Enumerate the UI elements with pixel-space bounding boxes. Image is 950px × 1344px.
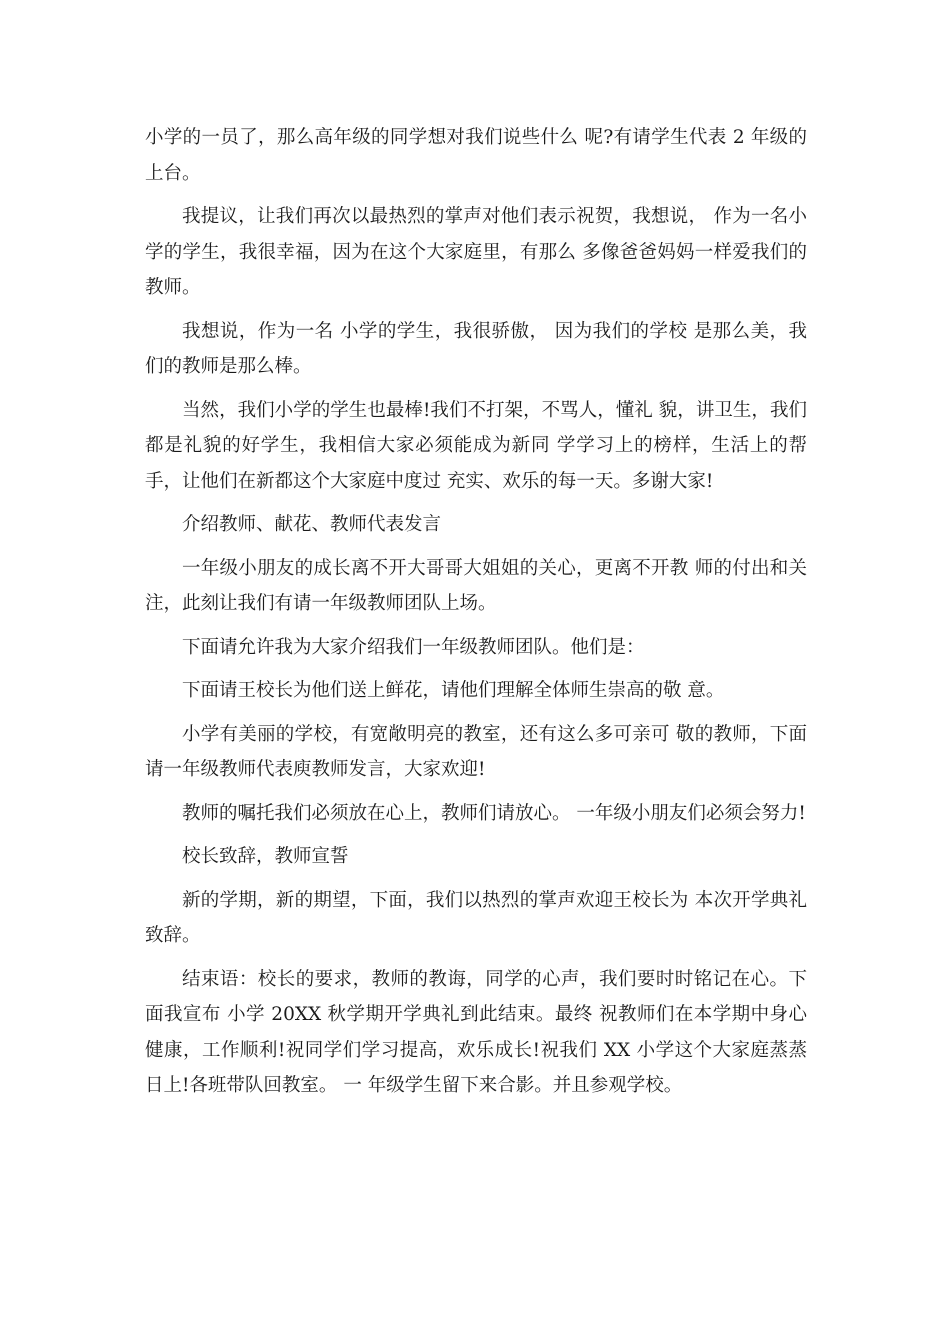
paragraph: 下面请王校长为他们送上鲜花，请他们理解全体师生崇高的敬 意。 xyxy=(182,680,725,701)
paragraph: 我提议，让我们再次以最热烈的掌声对他们表示祝贺，我想说， 作为一名小学的学生，我很幸福，因为在这个大家庭里，有那么 多像爸爸妈妈一样爱我们的教师。 xyxy=(145,206,807,298)
paragraph: 结束语：校长的要求，教师的教诲，同学的心声，我们要时时铭记在心。下面我宣布 小学 20XX 秋学期开学典礼到此结束。最终 祝教师们在本学期中身心健康，工作顺利!祝同学们学习提高，欢乐成长!祝我们 XX 小学这个大家庭蒸蒸日上!各班带队回教室。 一 年级学生留下来合影。并且参观学校。 xyxy=(145,968,807,1096)
paragraph: 新的学期，新的期望，下面，我们以热烈的掌声欢迎王校长为 本次开学典礼致辞。 xyxy=(145,889,807,946)
paragraph: 我想说，作为一名 小学的学生，我很骄傲， 因为我们的学校 是那么美，我们的教师是那么棒。 xyxy=(145,320,807,377)
section-heading: 校长致辞，教师宣誓 xyxy=(182,846,349,867)
paragraph: 下面请允许我为大家介绍我们一年级教师团队。他们是： xyxy=(182,636,645,658)
paragraph: 当然，我们小学的学生也最棒!我们不打架，不骂人，懂礼 貌，讲卫生，我们都是礼貌的好学生，我相信大家必须能成为新同 学学习上的榜样，生活上的帮手，让他们在新都这个大家庭中度过 充实、欢乐的每一天。多谢大家! xyxy=(145,399,807,492)
paragraph: 一年级小朋友的成长离不开大哥哥大姐姐的关心，更离不开教 师的付出和关注，此刻让我们有请一年级教师团队上场。 xyxy=(145,557,807,614)
paragraph: 教师的嘱托我们必须放在心上，教师们请放心。 一年级小朋友们必须会努力! xyxy=(182,802,806,824)
section-heading: 介绍教师、献花、教师代表发言 xyxy=(182,514,442,535)
document-body xyxy=(145,120,807,1112)
paragraph: 小学有美丽的学校，有宽敞明亮的教室，还有这么多可亲可 敬的教师，下面请一年级教师代表庾教师发言，大家欢迎! xyxy=(145,723,807,780)
paragraph-continuation: 小学的一员了，那么高年级的同学想对我们说些什么 呢?有请学生代表 2 年级的上台。 xyxy=(145,127,807,184)
